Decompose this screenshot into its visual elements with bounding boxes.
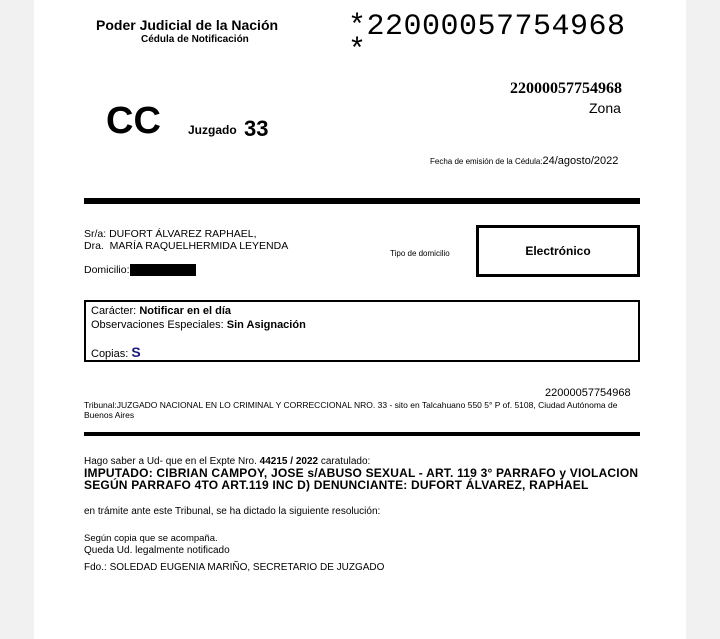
- tribunal-text: Tribunal:JUZGADO NACIONAL EN LO CRIMINAL Y CORRECCIONAL NRO. 33 - sito en Talcahuano 550 5° P of. 5108, Ciudad Autónoma de Buenos Aires: [84, 400, 618, 420]
- expte-number: 44215 / 2022: [259, 456, 319, 467]
- copias-label: Copias:: [91, 348, 129, 360]
- signature-text: Fdo.: SOLEDAD EUGENIA MARIÑO, SECRETARIO DE JUZGADO: [84, 562, 385, 573]
- issue-date: [430, 155, 618, 167]
- tipo-domicilio-box: [476, 225, 640, 277]
- redacted-address: [130, 264, 196, 276]
- office-code: CC: [106, 100, 161, 142]
- hago-prefix: Hago saber a Ud- que en el Expte Nro.: [84, 456, 257, 467]
- juzgado-number: 33: [244, 116, 269, 141]
- divider-top: [84, 198, 640, 204]
- document-number: 22000057754968: [510, 80, 622, 97]
- tribunal-number: 22000057754968: [545, 387, 631, 399]
- copia-text: Según copia que se acompaña.: [84, 533, 218, 544]
- hago-suffix: caratulado:: [320, 456, 371, 467]
- observaciones-value: Sin Asignación: [226, 319, 306, 331]
- copias-row: [91, 344, 141, 360]
- caratula-text: IMPUTADO: CIBRIAN CAMPOY, JOSE s/ABUSO SEXUAL - ART. 119 3° PARRAFO y VIOLACION SEGÚN PARRAFO 4TO ART.119 INC D) DENUNCIANTE: DUFORT ÁLVAREZ, RAPHAEL: [84, 466, 639, 492]
- domicilio-row: [84, 264, 196, 276]
- document-page: [34, 0, 686, 639]
- juzgado-label: Juzgado: [188, 123, 237, 137]
- barcode-text: *22000057754968*: [348, 10, 626, 68]
- details-box: [84, 300, 640, 362]
- tipo-domicilio-value: Electrónico: [525, 244, 591, 258]
- document-subtitle: Cédula de Notificación: [141, 34, 249, 45]
- recipient-line-2: Dra. MARÍA RAQUELHERMIDA LEYENDA: [84, 240, 289, 252]
- recipient-line-1: Sr/a: DUFORT ÁLVAREZ RAPHAEL,: [84, 228, 257, 240]
- copias-value: S: [131, 344, 141, 360]
- divider-middle: [84, 432, 640, 436]
- observaciones-row: [91, 319, 306, 331]
- zona-label: Zona: [589, 100, 621, 116]
- issue-date-label: Fecha de emisión de la Cédula:: [430, 157, 543, 166]
- tramite-text: en trámite ante este Tribunal, se ha dictado la siguiente resolución:: [84, 506, 381, 517]
- caracter-value: Notificar en el día: [139, 305, 232, 317]
- caracter-label: Carácter:: [91, 305, 137, 317]
- tipo-domicilio-label: Tipo de domicilio: [390, 249, 450, 258]
- issue-date-value: 24/agosto/2022: [542, 155, 619, 167]
- recipient-block: [84, 228, 288, 252]
- domicilio-label: Domicilio:: [84, 264, 130, 276]
- notificado-text: Queda Ud. legalmente notificado: [84, 545, 230, 556]
- caracter-row: [91, 305, 231, 317]
- observaciones-label: Observaciones Especiales:: [91, 319, 224, 331]
- court-title: Poder Judicial de la Nación: [96, 17, 279, 33]
